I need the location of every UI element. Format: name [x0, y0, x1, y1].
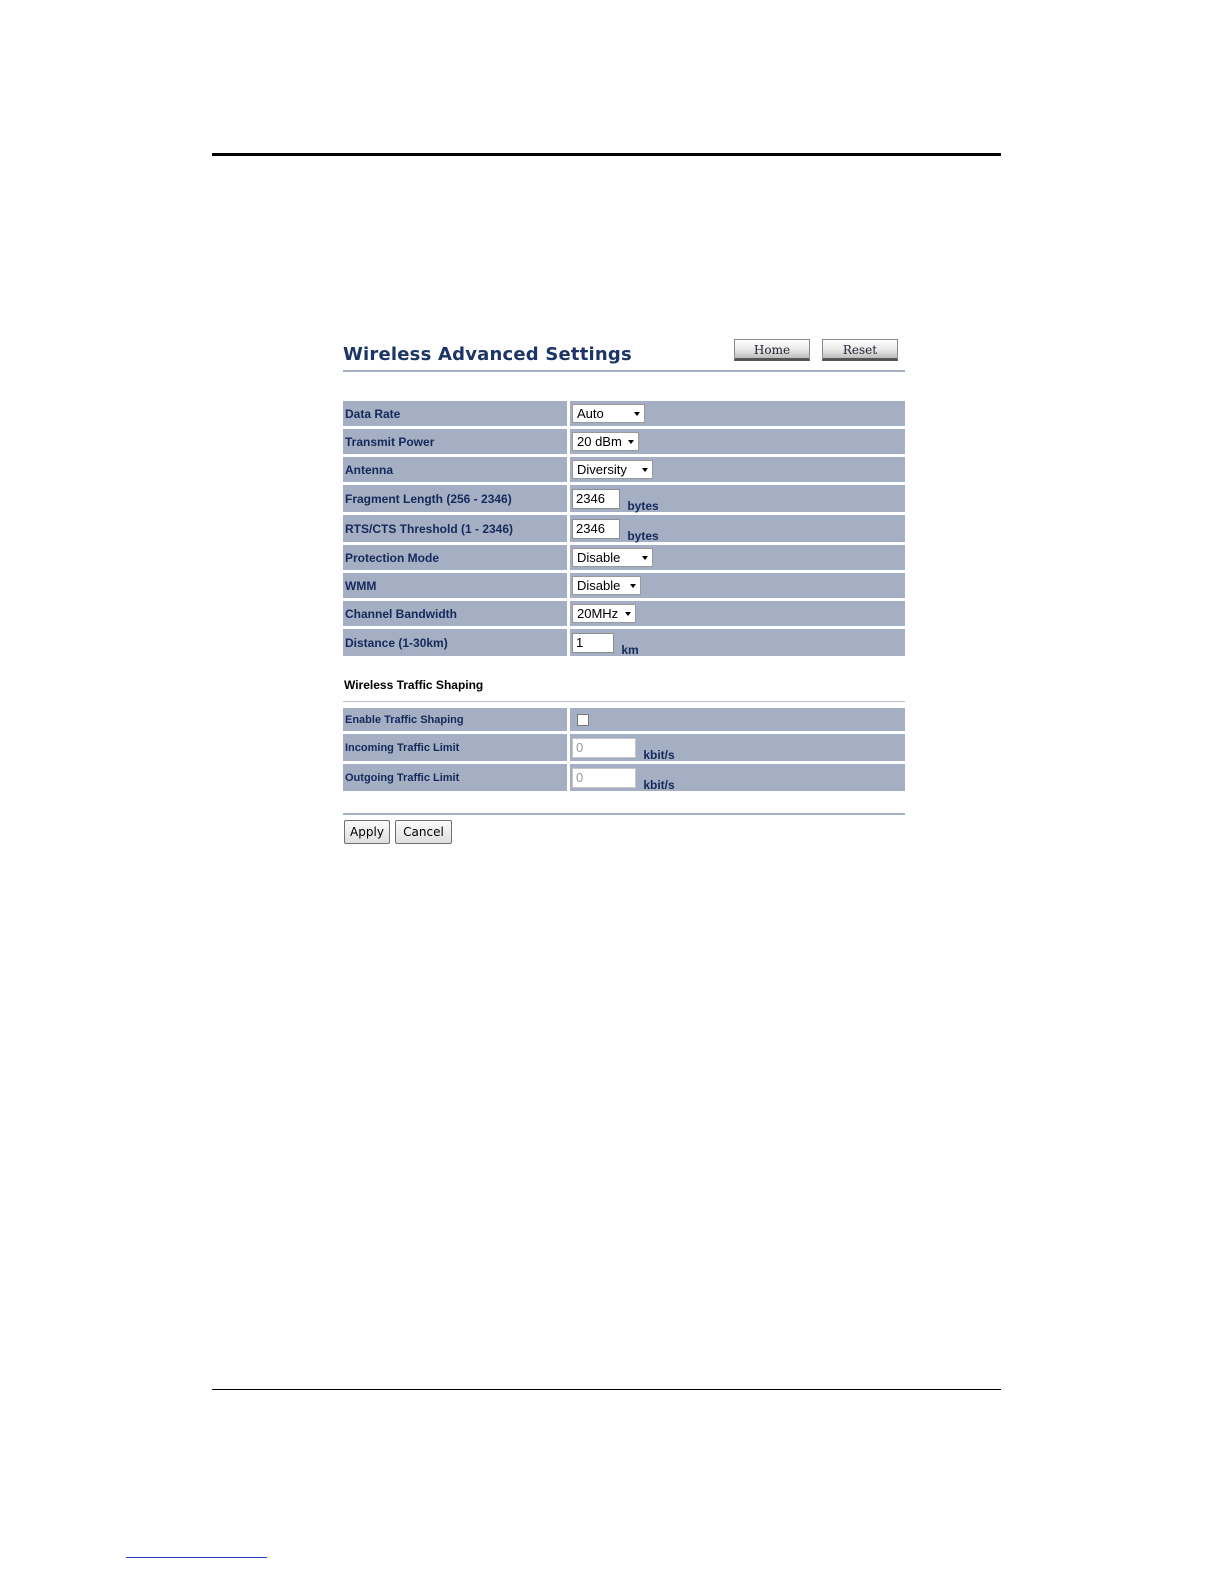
antenna-label: Antenna: [343, 457, 570, 482]
protection-mode-value: Disable: [577, 550, 621, 565]
section-divider: [343, 701, 905, 702]
row-antenna: [343, 457, 905, 482]
wmm-select[interactable]: [572, 576, 641, 595]
protection-mode-select[interactable]: [572, 548, 653, 567]
footer-link-underline: [126, 1557, 267, 1558]
apply-button[interactable]: Apply: [344, 820, 390, 844]
traffic-shaping-table: [343, 705, 905, 794]
distance-label: Distance (1-30km): [343, 629, 570, 656]
transmit-power-label: Transmit Power: [343, 429, 570, 454]
chevron-down-icon: [628, 440, 634, 444]
distance-unit: km: [621, 642, 639, 657]
reset-button[interactable]: Reset: [822, 339, 898, 361]
cancel-button[interactable]: Cancel: [395, 820, 452, 844]
home-button[interactable]: Home: [734, 339, 810, 361]
transmit-power-select[interactable]: [572, 432, 639, 451]
page-title: Wireless Advanced Settings: [343, 344, 632, 365]
fragment-length-input[interactable]: 2346: [572, 489, 620, 509]
transmit-power-value: 20 dBm: [577, 434, 622, 449]
wmm-label: WMM: [343, 573, 570, 598]
distance-input[interactable]: 1: [572, 633, 614, 653]
chevron-down-icon: [642, 556, 648, 560]
enable-traffic-shaping-label: Enable Traffic Shaping: [343, 708, 570, 731]
channel-bandwidth-value: 20MHz: [577, 606, 619, 621]
antenna-select[interactable]: [572, 460, 653, 479]
fragment-length-unit: bytes: [627, 498, 659, 513]
outgoing-traffic-label: Outgoing Traffic Limit: [343, 764, 570, 791]
rts-cts-label: RTS/CTS Threshold (1 - 2346): [343, 515, 570, 542]
outgoing-traffic-unit: kbit/s: [643, 777, 675, 792]
rts-cts-input[interactable]: 2346: [572, 519, 620, 539]
data-rate-select[interactable]: [572, 404, 645, 423]
antenna-value: Diversity: [577, 462, 627, 477]
row-channel-bandwidth: [343, 601, 905, 626]
incoming-traffic-label: Incoming Traffic Limit: [343, 734, 570, 761]
incoming-traffic-unit: kbit/s: [643, 747, 675, 762]
protection-mode-label: Protection Mode: [343, 545, 570, 570]
traffic-shaping-section-title: Wireless Traffic Shaping: [344, 678, 484, 692]
row-fragment-length: [343, 485, 905, 512]
advanced-settings-table: [343, 398, 905, 659]
data-rate-value: Auto: [577, 406, 604, 421]
incoming-traffic-input[interactable]: 0: [572, 738, 636, 758]
row-transmit-power: [343, 429, 905, 454]
row-protection-mode: [343, 545, 905, 570]
channel-bandwidth-label: Channel Bandwidth: [343, 601, 570, 626]
row-enable-traffic-shaping: [343, 708, 905, 731]
row-outgoing-traffic: [343, 764, 905, 791]
page-bottom-rule: [212, 1389, 1001, 1390]
row-incoming-traffic: [343, 734, 905, 761]
rts-cts-unit: bytes: [627, 528, 659, 543]
row-distance: [343, 629, 905, 656]
chevron-down-icon: [634, 412, 640, 416]
row-rts-cts: [343, 515, 905, 542]
chevron-down-icon: [642, 468, 648, 472]
chevron-down-icon: [630, 584, 636, 588]
row-wmm: [343, 573, 905, 598]
outgoing-traffic-input[interactable]: 0: [572, 768, 636, 788]
actions-divider: [343, 813, 905, 815]
page-top-rule: [212, 153, 1001, 156]
chevron-down-icon: [625, 612, 631, 616]
title-divider: [343, 370, 905, 372]
row-data-rate: [343, 401, 905, 426]
wmm-value: Disable: [577, 578, 621, 593]
enable-traffic-shaping-checkbox[interactable]: [577, 714, 589, 726]
channel-bandwidth-select[interactable]: [572, 604, 636, 623]
fragment-length-label: Fragment Length (256 - 2346): [343, 485, 570, 512]
data-rate-label: Data Rate: [343, 401, 570, 426]
